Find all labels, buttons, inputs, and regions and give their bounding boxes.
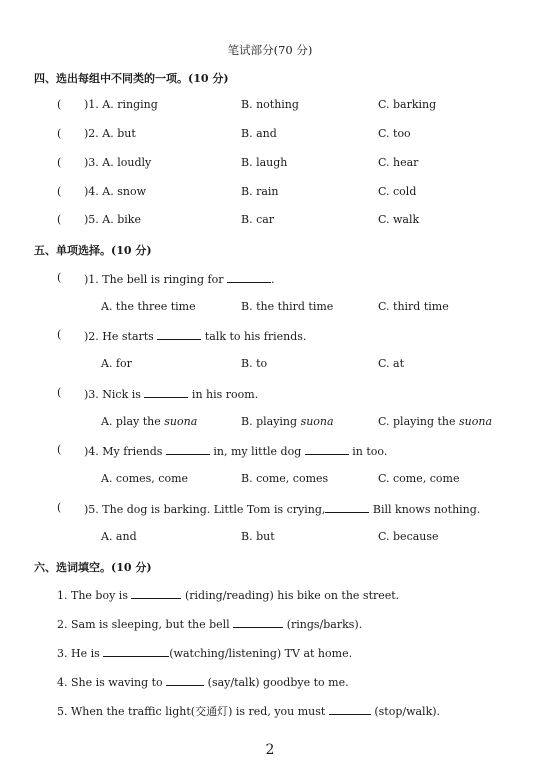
question-text: )5. The dog is barking. Little Tom is crying, Bill knows nothing. <box>84 503 481 516</box>
options-row <box>0 530 540 546</box>
option-b: B. the third time <box>241 300 334 313</box>
answer-paren[interactable]: ( <box>57 271 62 284</box>
sentence: 4. She is waving to (say/talk) goodbye to me. <box>57 676 349 689</box>
answer-blank[interactable] <box>166 443 210 455</box>
option-c: C. come, come <box>378 472 460 485</box>
answer-blank[interactable] <box>131 587 181 599</box>
option-b: B. nothing <box>241 98 299 111</box>
option-b: B. come, comes <box>241 472 329 485</box>
option-a: A. the three time <box>101 300 196 313</box>
answer-blank[interactable] <box>144 386 188 398</box>
option-a: A. comes, come <box>101 472 189 485</box>
fill-in-item <box>0 703 540 719</box>
option-a: A. play the suona <box>101 415 198 428</box>
answer-paren[interactable]: ( <box>57 501 62 514</box>
question-stem <box>0 386 540 402</box>
answer-paren[interactable]: ( <box>57 328 62 341</box>
option-b: B. car <box>241 213 275 226</box>
options-row <box>0 357 540 373</box>
answer-blank[interactable] <box>157 328 201 340</box>
option-c: C. cold <box>378 185 417 198</box>
option-a: )5. A. bike <box>84 213 141 226</box>
sentence: 2. Sam is sleeping, but the bell (rings/barks). <box>57 618 363 631</box>
question-text: )4. My friends in, my little dog in too. <box>84 445 388 458</box>
option-a: A. and <box>101 530 137 543</box>
answer-paren[interactable]: ( <box>57 386 62 399</box>
section-5-heading: 五、单项选择。(10 分) <box>34 244 152 257</box>
option-b: B. but <box>241 530 275 543</box>
fill-in-item <box>0 645 540 661</box>
question-row <box>0 185 540 201</box>
answer-blank[interactable] <box>166 674 204 686</box>
option-c: C. at <box>378 357 404 370</box>
question-text: )1. The bell is ringing for . <box>84 273 275 286</box>
option-b: B. to <box>241 357 268 370</box>
answer-blank[interactable] <box>329 703 371 715</box>
option-b: B. laugh <box>241 156 288 169</box>
option-b: B. rain <box>241 185 279 198</box>
option-c: C. because <box>378 530 439 543</box>
question-row <box>0 127 540 143</box>
answer-paren[interactable]: ( <box>57 127 62 140</box>
option-a: )3. A. loudly <box>84 156 152 169</box>
fill-in-item <box>0 674 540 690</box>
page-title: 笔试部分(70 分) <box>227 43 313 57</box>
answer-paren[interactable]: ( <box>57 443 62 456</box>
fill-in-item <box>0 616 540 632</box>
question-stem <box>0 443 540 459</box>
answer-blank[interactable] <box>233 616 283 628</box>
option-b: B. and <box>241 127 277 140</box>
option-c: C. walk <box>378 213 420 226</box>
answer-blank[interactable] <box>305 443 349 455</box>
option-b: B. playing suona <box>241 415 334 428</box>
option-a: )4. A. snow <box>84 185 146 198</box>
question-text: )2. He starts talk to his friends. <box>84 330 307 343</box>
options-row <box>0 415 540 431</box>
answer-paren[interactable]: ( <box>57 156 62 169</box>
option-c: C. barking <box>378 98 437 111</box>
sentence: 3. He is (watching/listening) TV at home. <box>57 647 353 660</box>
answer-paren[interactable]: ( <box>57 213 62 226</box>
option-c: C. third time <box>378 300 449 313</box>
page-number: 2 <box>265 742 275 758</box>
sentence: 5. When the traffic light(交通灯) is red, you must (stop/walk). <box>57 705 441 718</box>
question-text: )3. Nick is in his room. <box>84 388 259 401</box>
answer-blank[interactable] <box>103 645 169 657</box>
answer-blank[interactable] <box>227 271 271 283</box>
answer-blank[interactable] <box>325 501 369 513</box>
question-row <box>0 98 540 114</box>
question-row <box>0 156 540 172</box>
section-6-heading: 六、选词填空。(10 分) <box>34 561 152 574</box>
answer-paren[interactable]: ( <box>57 98 62 111</box>
option-a: )2. A. but <box>84 127 136 140</box>
answer-paren[interactable]: ( <box>57 185 62 198</box>
options-row <box>0 472 540 488</box>
options-row <box>0 300 540 316</box>
question-stem <box>0 501 540 517</box>
option-c: C. hear <box>378 156 419 169</box>
option-a: A. for <box>101 357 132 370</box>
question-stem <box>0 328 540 344</box>
question-stem <box>0 271 540 287</box>
option-a: )1. A. ringing <box>84 98 158 111</box>
sentence: 1. The boy is (riding/reading) his bike on the street. <box>57 589 400 602</box>
section-4-heading: 四、选出每组中不同类的一项。(10 分) <box>34 72 229 85</box>
question-row <box>0 213 540 229</box>
option-c: C. playing the suona <box>378 415 493 428</box>
option-c: C. too <box>378 127 411 140</box>
fill-in-item <box>0 587 540 603</box>
